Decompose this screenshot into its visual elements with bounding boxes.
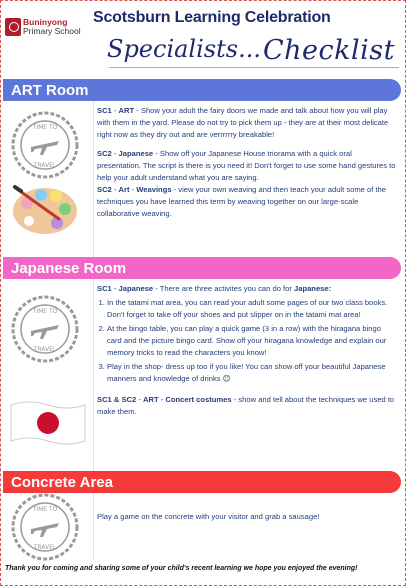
art-p3-tag: SC2 (97, 185, 112, 194)
stamp-top-text: TIME TO (32, 124, 58, 131)
school-name-line1: Buninyong (23, 17, 68, 27)
concrete-area-text: Play a game on the concrete with your visitor and grab a sausage! (97, 512, 320, 521)
art-p2-tag: SC2 (97, 149, 112, 158)
list-item: 3. Play in the shop- dress up too if you like! You can show off your beautiful Japanese manners and knowledge of drinks 😊 (107, 361, 397, 385)
art-p3-subject2: Weavings (136, 185, 172, 194)
jap-art-subject2: Concert costumes (165, 395, 232, 404)
concrete-area-title: Concrete Area (11, 473, 113, 491)
art-room-banner (3, 79, 401, 101)
school-logo (5, 7, 81, 47)
script-heading-checklist: Checklist (263, 35, 395, 66)
japanese-room-title: Japanese Room (11, 259, 127, 277)
list-item: 1. In the tatami mat area, you can read your adult some pages of our two class books. Don't forget to take off your shoes and put slipper on in the tatami mat area! (107, 297, 397, 321)
japan-flag-icon (9, 399, 87, 447)
jap-intro-subject: Japanese (118, 284, 154, 293)
jap-intro-bold: Japanese: (294, 284, 332, 293)
japanese-room-text: SC1 - Japanese - There are three activites you can do for Japanese: 1. In the tatami mat area, you can read your adult some pages of our two class books. Don't forget to take off your shoes and put slipper on in the tatami mat area! 2. At the bingo table, you can play a quick game (3 in a row) with the hiragana bingo card and the picture bingo card. Show off your hiragana knowledge and explain our memory tricks to read the characters you know! 3. Play in the shop- dress up too if you like! You can show off your beautiful Japanese manners and knowledge of drinks 😊 SC1 & SC2 - ART - Concert costumes - show and tell about the techniques we used to make them. (97, 283, 397, 418)
stamp-bottom-text: TRAVEL (33, 544, 57, 551)
stamp-bottom-text: TRAVEL (33, 346, 57, 353)
travel-stamp-icon (9, 491, 81, 563)
art-p2-text: - Show off your Japanese House triorama with a quick oral presentation. The script is there is you need it! Don't forget to use some hand gestures to help your adult understand what you are saying. (97, 149, 396, 182)
art-room-title: ART Room (11, 81, 89, 99)
jap-intro-text: - There are three activites you can do for (153, 284, 294, 293)
jap-intro-tag: SC1 (97, 284, 112, 293)
art-p3-text: - view your own weaving and then teach your adult some of the techniques you have learned this term by weaving together on our large-scale collaborative weaving. (97, 185, 386, 218)
script-heading-specialists: Specialists... (107, 35, 261, 63)
page-title: Scotsburn Learning Celebration (93, 9, 331, 26)
divider-line (93, 493, 94, 559)
heading-underline (109, 67, 399, 68)
art-p1-text: - Show your adult the fairy doors we made and talk about how you will play with them in the yard. Please do not try to pick them up - they are at their most delicate right now as they dry out and are verrrrrry breakable! (97, 106, 389, 139)
school-crest-icon (5, 18, 21, 36)
paint-palette-icon (9, 181, 81, 237)
travel-stamp-icon (9, 109, 81, 181)
divider-line (93, 279, 94, 471)
school-name-line2: Primary School (23, 26, 81, 36)
travel-stamp-icon (9, 293, 81, 365)
list-item: 2. At the bingo table, you can play a quick game (3 in a row) with the hiragana bingo card and the picture bingo card. Show off your hiragana knowledge and explain our memory tricks to read the characters you know! (107, 323, 397, 359)
concrete-area-banner (3, 471, 401, 493)
art-room-text: SC1 - ART - Show your adult the fairy doors we made and talk about how you will play with them in the yard. Please do not try to pick them up - they are at their most delicate right now as they dry out and are verrrrrry breakable! SC2 - Japanese - Show off your Japanese House triorama with a quick oral presentation. The script is there is you need it! Don't forget to use some hand gestures to help your adult understand what you are saying. SC2 - Art - Weavings - view your own weaving and then teach your adult some of the techniques you have learned this term by weaving together on our large-scale collaborative weaving. (97, 106, 396, 218)
jap-art-subject: ART (143, 395, 159, 404)
art-p3-subject: Art (118, 185, 130, 194)
art-p2-subject: Japanese (118, 149, 154, 158)
stamp-bottom-text: TRAVEL (33, 162, 57, 169)
footer-thank-you: Thank you for coming and sharing some of your child's recent learning we hope you enjoyed the evening! (5, 565, 358, 572)
art-p1-tag: SC1 (97, 106, 112, 115)
japanese-room-banner (3, 257, 401, 279)
jap-art-text: - show and tell about the techniques we used to make them. (97, 395, 395, 416)
stamp-top-text: TIME TO (32, 308, 58, 315)
art-p1-subject: ART (118, 106, 135, 115)
japanese-activity-list (97, 297, 397, 385)
stamp-top-text: TIME TO (32, 506, 58, 513)
divider-line (93, 101, 94, 257)
jap-art-tag: SC1 & SC2 (97, 395, 137, 404)
